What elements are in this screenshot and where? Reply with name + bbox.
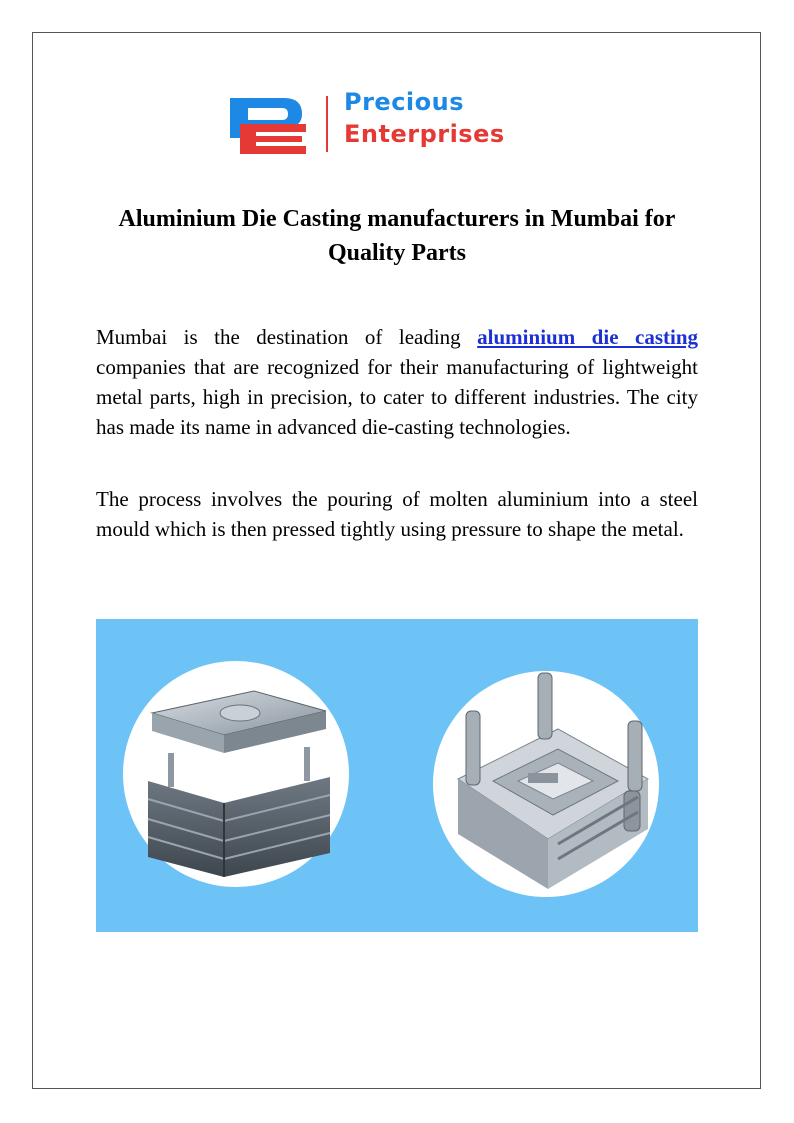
die-casting-moulds-image <box>96 619 698 932</box>
logo-divider <box>326 96 328 152</box>
brand-name-line1: Precious <box>344 88 465 116</box>
cavity-mould-icon <box>448 669 658 899</box>
process-paragraph: The process involves the pouring of molten aluminium into a steel mould which is then pressed tightly using pressure to shape the metal. <box>96 487 698 541</box>
company-logo <box>226 88 571 156</box>
brand-name-line2: Enterprises <box>344 120 505 148</box>
aluminium-die-casting-link[interactable]: aluminium die casting <box>477 325 698 349</box>
steel-mould-icon <box>144 681 334 881</box>
intro-paragraph <box>96 322 698 442</box>
intro-text-start: Mumbai is the destination of leading <box>96 325 478 349</box>
intro-text-end: companies that are recognized for their manufacturing of lightweight metal parts, high in precision, to cater to different industries. The city has made its name in advanced die-casting technologies. <box>96 355 698 439</box>
page-title: Aluminium Die Casting manufacturers in Mumbai for Quality Parts <box>118 206 676 266</box>
logo-mark-icon <box>226 94 308 154</box>
